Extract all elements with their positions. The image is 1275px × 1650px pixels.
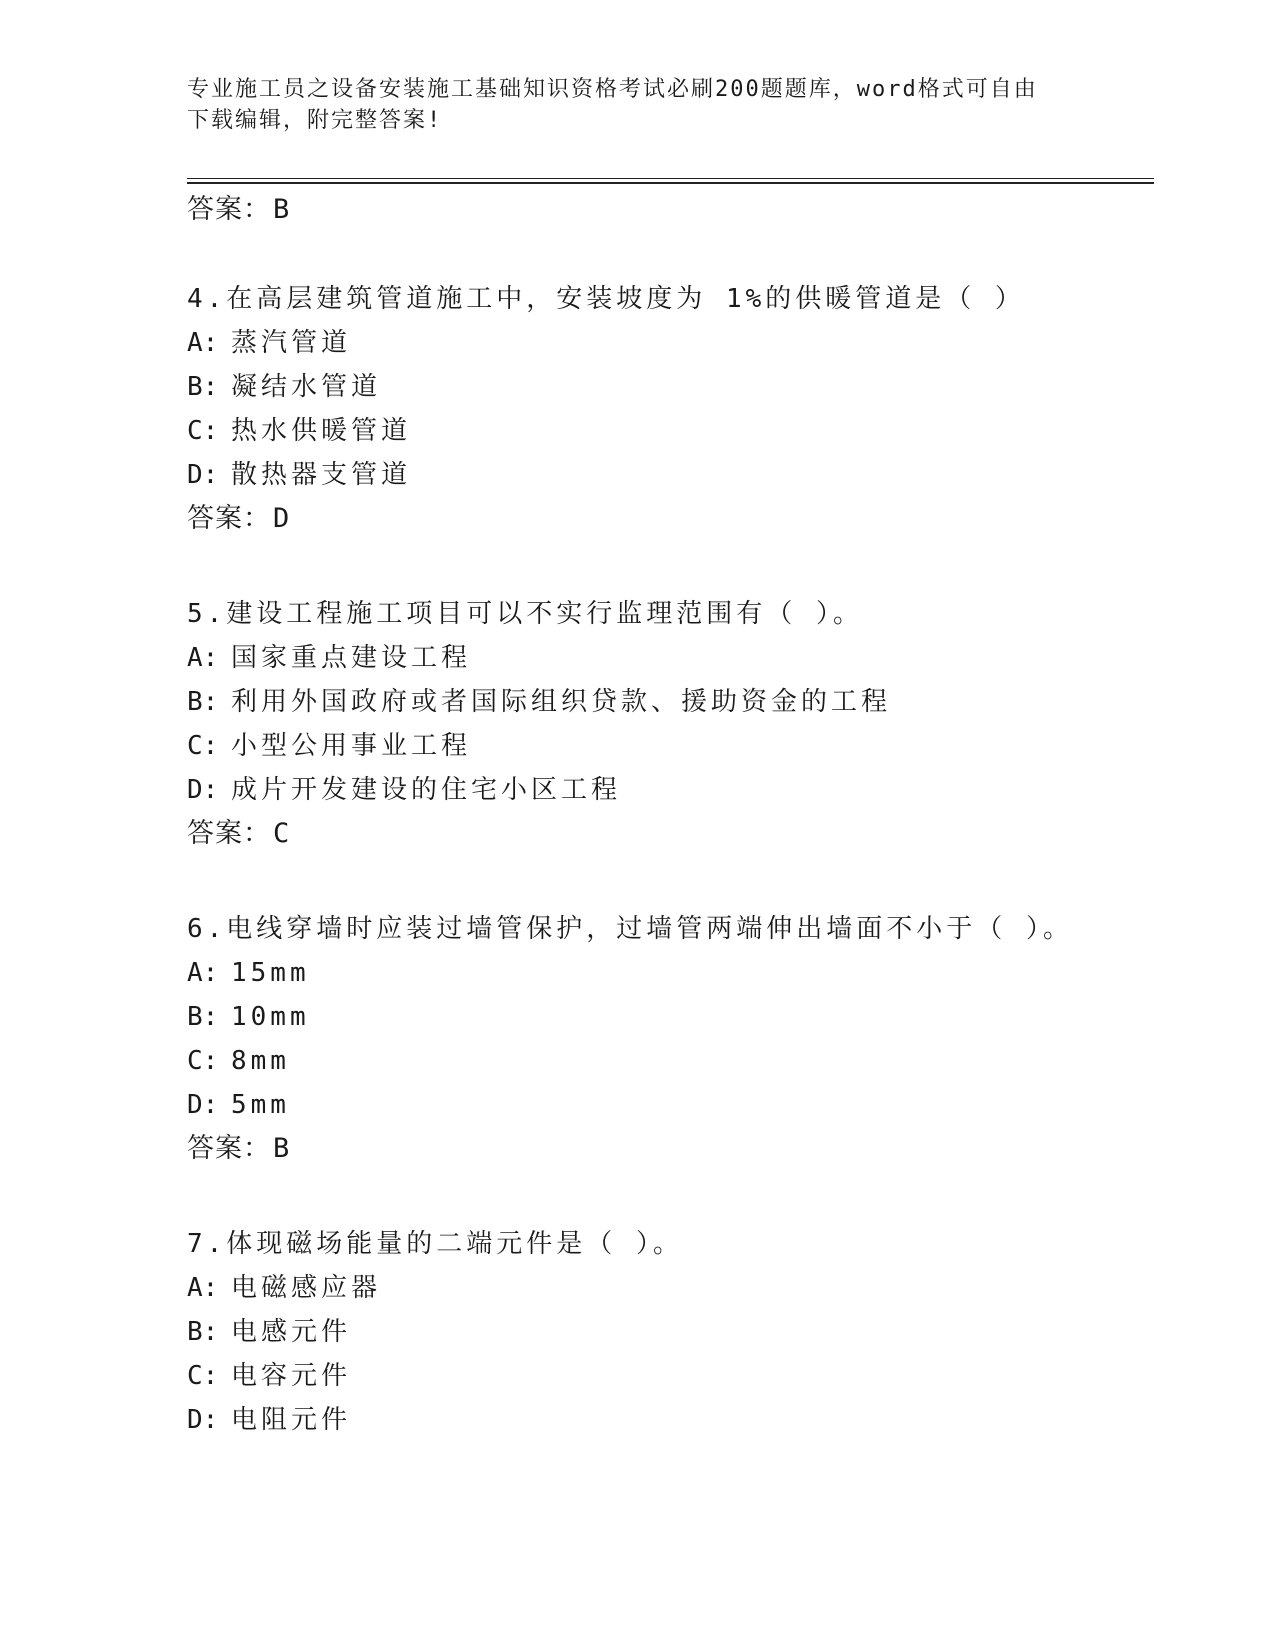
option-label: C: — [187, 1361, 219, 1391]
option-text: 5mm — [231, 1090, 290, 1120]
answer-line — [187, 817, 290, 851]
option-b — [187, 1000, 310, 1034]
option-text: 蒸汽管道 — [231, 328, 352, 358]
header-divider-thin — [187, 178, 1154, 179]
option-b — [187, 1315, 351, 1349]
option-d — [187, 773, 621, 807]
option-label: A: — [187, 958, 219, 988]
answer-prefix: 答案： — [187, 194, 271, 225]
header-line-2: 下载编辑，附完整答案! — [187, 108, 443, 133]
option-text: 15mm — [231, 958, 310, 988]
option-text: 小型公用事业工程 — [231, 731, 472, 761]
option-text: 国家重点建设工程 — [231, 643, 472, 673]
option-label: A: — [187, 1273, 219, 1303]
question-stem: 4.在高层建筑管道施工中，安装坡度为 1%的供暖管道是（ ） — [187, 284, 1025, 314]
question-stem: 7.体现磁场能量的二端元件是（ ）。 — [187, 1229, 683, 1259]
option-label: B: — [187, 1002, 219, 1032]
question-stem: 5.建设工程施工项目可以不实行监理范围有（ ）。 — [187, 599, 863, 629]
header-line-1: 专业施工员之设备安装施工基础知识资格考试必刷200题题库，word格式可自由 — [187, 77, 1038, 102]
option-a — [187, 326, 351, 360]
option-text: 凝结水管道 — [231, 372, 382, 402]
option-d — [187, 458, 411, 492]
answer-value: D — [273, 503, 291, 534]
option-b — [187, 370, 381, 404]
option-label: C: — [187, 731, 219, 761]
option-text: 散热器支管道 — [231, 460, 412, 490]
answer-line — [187, 1132, 290, 1166]
option-label: B: — [187, 687, 219, 717]
option-c — [187, 729, 471, 763]
option-label: D: — [187, 775, 219, 805]
option-d — [187, 1403, 351, 1437]
answer-line — [187, 502, 290, 536]
question-stem: 6.电线穿墙时应装过墙管保护，过墙管两端伸出墙面不小于（ ）。 — [187, 914, 1073, 944]
option-a — [187, 956, 310, 990]
answer-value: C — [273, 818, 291, 849]
option-text: 电容元件 — [231, 1361, 352, 1391]
option-d — [187, 1088, 290, 1122]
option-label: C: — [187, 1046, 219, 1076]
option-label: B: — [187, 1317, 219, 1347]
option-b — [187, 685, 891, 719]
option-label: C: — [187, 416, 219, 446]
option-text: 成片开发建设的住宅小区工程 — [231, 775, 622, 805]
option-a — [187, 1271, 381, 1305]
answer-value: B — [273, 1133, 291, 1164]
option-text: 热水供暖管道 — [231, 416, 412, 446]
answer-prefix: 答案： — [187, 503, 271, 534]
option-c — [187, 1359, 351, 1393]
option-text: 8mm — [231, 1046, 290, 1076]
option-label: D: — [187, 460, 219, 490]
option-label: A: — [187, 643, 219, 673]
answer-prefix: 答案： — [187, 1133, 271, 1164]
option-a — [187, 641, 471, 675]
header-divider-thick — [187, 182, 1154, 184]
answer-line — [187, 193, 290, 227]
answer-prefix: 答案： — [187, 818, 271, 849]
option-text: 10mm — [231, 1002, 310, 1032]
option-text: 电感元件 — [231, 1317, 352, 1347]
option-label: B: — [187, 372, 219, 402]
option-text: 利用外国政府或者国际组织贷款、援助资金的工程 — [231, 687, 892, 717]
option-label: D: — [187, 1405, 219, 1435]
option-label: D: — [187, 1090, 219, 1120]
option-text: 电磁感应器 — [231, 1273, 382, 1303]
option-label: A: — [187, 328, 219, 358]
option-c — [187, 414, 411, 448]
answer-value: B — [273, 194, 291, 225]
option-c — [187, 1044, 290, 1078]
option-text: 电阻元件 — [231, 1405, 352, 1435]
document-header — [187, 74, 1067, 136]
